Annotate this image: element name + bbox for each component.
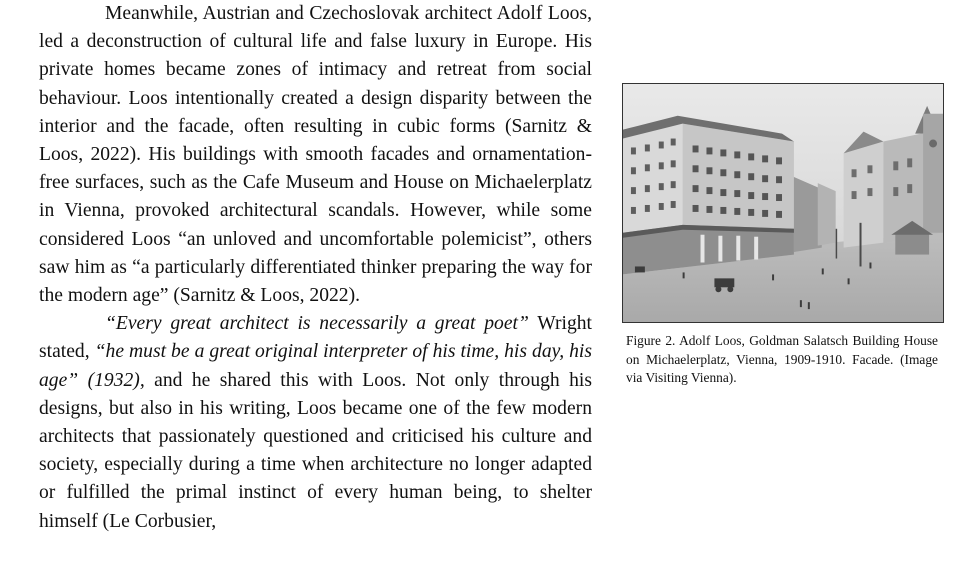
paragraph-2-text-1: Wright stated, (39, 313, 592, 363)
figure-caption: Figure 2. Adolf Loos, Goldman Salatsch Building House on Michaelerplatz, Vienna, 1909-1910. Facade. (Image via Visiting Vienna). (626, 333, 938, 385)
building-photo-illustration (623, 84, 943, 322)
article-body (39, 0, 592, 536)
paragraph-2 (39, 310, 592, 536)
paragraph-2-text-2: and he shared this with Loos. Not only through his designs, but also in his writing, Loos became one of the few modern architects that passionately questioned and criticised his culture and society, especially during a time when architecture no longer adapted or fulfilled the primal instinct of every human being, to shelter himself (Le Corbusier, (39, 369, 592, 532)
quote-interpreter: “he must be a great original interpreter of his time, his day, his age” (1932), (39, 341, 593, 391)
quote-poet: “Every great architect is necessarily a great poet” (105, 313, 529, 335)
figure-photo (622, 83, 944, 323)
paragraph-1: Meanwhile, Austrian and Czechoslovak architect Adolf Loos, led a deconstruction of cultural life and false luxury in Europe. His private homes became zones of intimacy and retreat from social behaviour. Loos intentionally created a design disparity between the interior and the facade, often resulting in cubic forms (Sarnitz & Loos, 2022). His buildings with smooth facades and ornamentation-free surfaces, such as the Cafe Museum and House on Michaelerplatz in Vienna, provoked architectural scandals. However, while some considered Loos “an unloved and uncomfortable polemicist”, others saw him as “a particularly differentiated thinker preparing the way for the modern age” (Sarnitz & Loos, 2022). (39, 3, 592, 307)
